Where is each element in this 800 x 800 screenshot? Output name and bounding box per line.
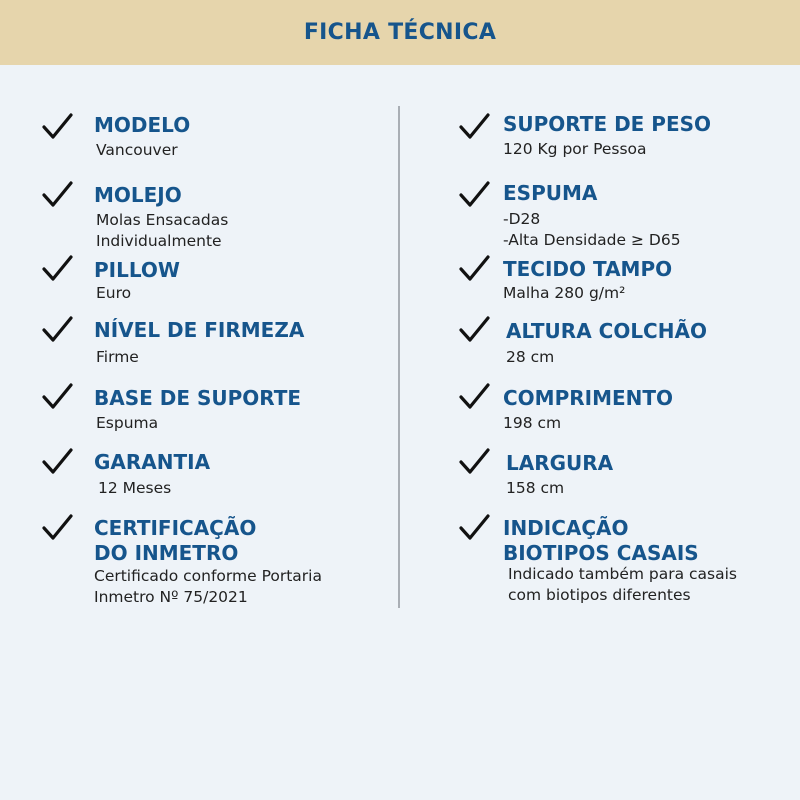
spec-label-tecido-tampo: TECIDO TAMPO (503, 257, 673, 281)
spec-value-modelo: Vancouver (96, 141, 178, 159)
checkmark-icon (42, 315, 74, 345)
spec-value-espuma-line2: -Alta Densidade ≥ D65 (503, 231, 681, 249)
spec-label-altura-colchao: ALTURA COLCHÃO (506, 319, 707, 343)
column-divider (398, 106, 400, 608)
spec-value-base-suporte: Espuma (96, 414, 159, 432)
checkmark-icon (459, 180, 491, 210)
spec-label-base-suporte: BASE DE SUPORTE (94, 386, 302, 410)
spec-label-largura: LARGURA (506, 451, 614, 475)
spec-label-indicacao-line1: INDICAÇÃO (503, 516, 629, 540)
spec-value-espuma-line1: -D28 (503, 210, 541, 228)
checkmark-icon (459, 447, 491, 477)
page-title: FICHA TÉCNICA (303, 20, 497, 45)
spec-label-molejo: MOLEJO (94, 183, 182, 207)
checkmark-icon (459, 254, 491, 284)
spec-value-nivel-firmeza: Firme (96, 348, 139, 366)
spec-value-suporte-peso: 120 Kg por Pessoa (503, 140, 647, 158)
spec-label-modelo: MODELO (94, 113, 191, 137)
checkmark-icon (42, 112, 74, 142)
checkmark-icon (42, 447, 74, 477)
checkmark-icon (459, 513, 491, 543)
spec-value-indicacao-line1: Indicado também para casais (508, 565, 737, 583)
spec-value-indicacao-line2: com biotipos diferentes (508, 586, 691, 604)
spec-value-pillow: Euro (96, 284, 132, 302)
spec-label-certificacao-line2: DO INMETRO (94, 541, 239, 565)
spec-label-indicacao-line2: BIOTIPOS CASAIS (503, 541, 699, 565)
spec-label-nivel-firmeza: NÍVEL DE FIRMEZA (94, 318, 305, 342)
spec-value-molejo-line1: Molas Ensacadas (96, 211, 229, 229)
checkmark-icon (42, 382, 74, 412)
spec-value-certificacao-line2: Inmetro Nº 75/2021 (94, 588, 248, 606)
spec-value-certificacao-line1: Certificado conforme Portaria (94, 567, 322, 585)
checkmark-icon (459, 382, 491, 412)
checkmark-icon (459, 315, 491, 345)
checkmark-icon (42, 180, 74, 210)
spec-label-comprimento: COMPRIMENTO (503, 386, 674, 410)
checkmark-icon (42, 254, 74, 284)
spec-value-comprimento: 198 cm (503, 414, 562, 432)
spec-value-garantia: 12 Meses (98, 479, 172, 497)
spec-label-certificacao-line1: CERTIFICAÇÃO (94, 516, 257, 540)
spec-label-suporte-peso: SUPORTE DE PESO (503, 112, 712, 136)
spec-label-espuma: ESPUMA (503, 181, 598, 205)
spec-value-tecido-tampo: Malha 280 g/m² (503, 284, 626, 302)
spec-value-largura: 158 cm (506, 479, 565, 497)
spec-label-pillow: PILLOW (94, 258, 180, 282)
checkmark-icon (42, 513, 74, 543)
checkmark-icon (459, 112, 491, 142)
spec-value-molejo-line2: Individualmente (96, 232, 222, 250)
spec-label-garantia: GARANTIA (94, 450, 211, 474)
spec-value-altura-colchao: 28 cm (506, 348, 555, 366)
header-banner (0, 0, 800, 65)
